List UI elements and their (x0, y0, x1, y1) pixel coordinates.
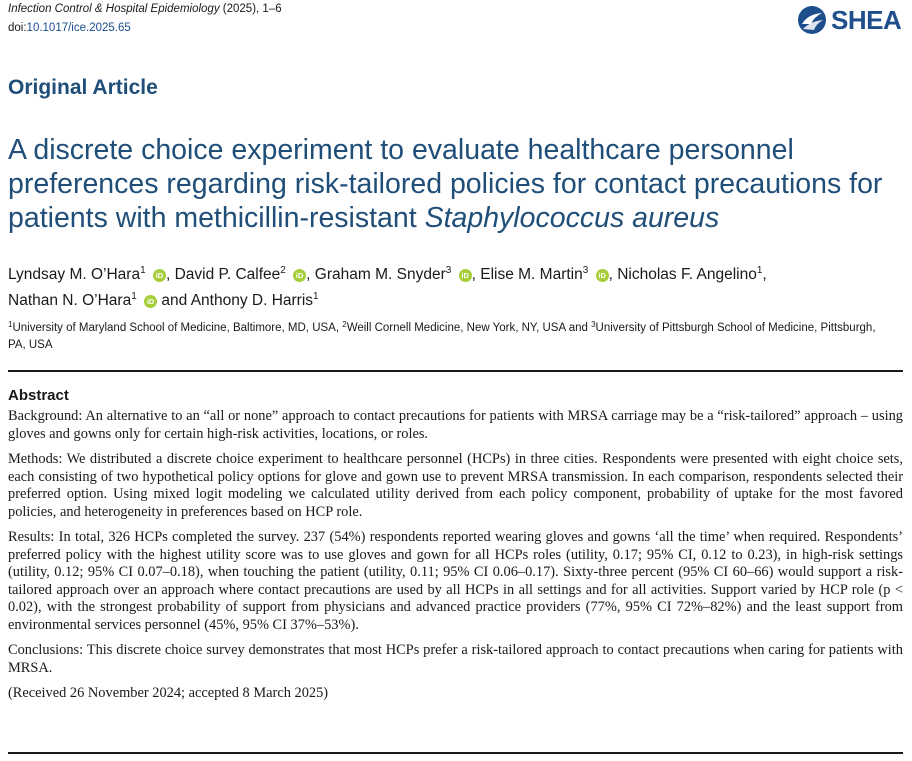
abstract-bottom-divider (8, 752, 903, 754)
abstract-background: Background: An alternative to an “all or none” approach to contact precautions for patients with MRSA carriage may be a “risk-tailored” approach – using gloves and gowns only for certain high-risk activities, locations, or roles. (8, 408, 903, 442)
affiliation-text: University of Pittsburgh School of Medicine, Pittsburgh, PA, USA (8, 322, 876, 351)
journal-year-pages: (2025), 1–6 (219, 3, 282, 15)
author-separator: , (306, 266, 315, 283)
author-affiliation: 1 (140, 265, 146, 276)
shea-logo-icon (797, 5, 827, 35)
article-type: Original Article (8, 76, 158, 99)
affiliation-number: 3 (591, 320, 596, 329)
author (175, 266, 315, 283)
doi-line (8, 22, 131, 34)
orcid-icon[interactable]: iD (293, 269, 306, 282)
abstract-body (8, 408, 903, 711)
logo-text: SHEA (831, 4, 902, 35)
title-main: A discrete choice experiment to evaluate healthcare personnel preferences regarding risk-tailored policies for contact precautions for patients with methicillin-resistant (8, 134, 883, 234)
received-dates: (Received 26 November 2024; accepted 8 March 2025) (8, 685, 329, 701)
abstract-conclusions: Conclusions: This discrete choice survey demonstrates that most HCPs prefer a risk-tailored approach to contact precautions when caring for patients with MRSA. (8, 642, 903, 676)
author-separator: , (165, 266, 175, 283)
author-name: Graham M. Snyder (314, 266, 446, 283)
abstract-top-divider (8, 370, 903, 372)
author-name: Nathan N. O’Hara (8, 292, 132, 309)
doi-prefix: doi: (8, 22, 27, 34)
author-list (8, 262, 898, 314)
orcid-icon[interactable]: iD (153, 269, 166, 282)
abstract-heading: Abstract (8, 387, 69, 404)
affiliation-number: 2 (342, 320, 347, 329)
author-separator: , (762, 266, 767, 283)
author-name: Lyndsay M. O’Hara (8, 266, 141, 283)
author-separator: , (471, 266, 481, 283)
shea-logo (797, 4, 901, 36)
author-separator: , (608, 266, 618, 283)
article-title (8, 133, 903, 235)
author (8, 266, 175, 283)
affiliations (8, 320, 893, 354)
author-affiliation: 1 (313, 291, 319, 302)
author-name: Elise M. Martin (480, 266, 583, 283)
orcid-icon[interactable]: iD (144, 295, 157, 308)
affiliation-text: University of Maryland School of Medicine, Baltimore, MD, USA, (12, 322, 343, 334)
author-name: Anthony D. Harris (190, 292, 314, 309)
affiliation-number: 1 (8, 320, 13, 329)
abstract-results: Results: In total, 326 HCPs completed the survey. 237 (54%) respondents reported wearing gloves and gowns ‘all the time’ when required. Respondents’ preferred policy with the highest utility score was to use gloves and gown for all HCPs roles (utility, 0.17; 95% CI, 0.12 to 0.23), in high-risk settings (utility, 0.12; 95% CI 0.07–0.18), when touching the patient (utility, 0.11; 95% CI 0.06–0.17). Sixty-three percent (95% CI 60–66) would support a risk-tailored approach over an approach where contact precautions are used by all HCPs in all settings and for all activities. Support varied by HCP role (p < 0.02), with the strongest probability of support from physicians and advanced practice providers (77%, 95% CI 72%–82%) and the least support from environmental services personnel (45%, 95% CI 37%–53%). (8, 529, 903, 633)
author (8, 292, 191, 309)
author-affiliation: 1 (131, 291, 137, 302)
author-affiliation: 2 (280, 265, 286, 276)
doi-link[interactable]: 10.1017/ice.2025.65 (26, 22, 131, 34)
author-affiliation: 3 (582, 265, 589, 276)
journal-citation (8, 3, 282, 15)
author (480, 266, 617, 283)
affiliation-text: Weill Cornell Medicine, New York, NY, USA and (346, 322, 592, 334)
author (617, 266, 766, 283)
author-affiliation: 3 (445, 265, 452, 276)
orcid-icon[interactable]: iD (596, 269, 609, 282)
author (191, 292, 319, 309)
author-name: David P. Calfee (174, 266, 281, 283)
author-name: Nicholas F. Angelino (617, 266, 757, 283)
journal-name: Infection Control & Hospital Epidemiology (8, 3, 220, 15)
orcid-icon[interactable]: iD (459, 269, 472, 282)
author-affiliation: 1 (756, 265, 763, 276)
title-italic: Staphylococcus aureus (424, 202, 720, 234)
author-separator: and (157, 292, 191, 309)
abstract-methods: Methods: We distributed a discrete choice experiment to healthcare personnel (HCPs) in three cities. Respondents were presented with eight choice sets, each consisting of two hypothetical policy options for glove and gown use to prevent MRSA transmission. In each comparison, respondents selected their preferred option. Using mixed logit modeling we calculated utility derived from each policy component, probability of uptake for the most favored policies, and heterogeneity in preferences based on HCP role. (8, 451, 903, 520)
author (315, 266, 480, 283)
